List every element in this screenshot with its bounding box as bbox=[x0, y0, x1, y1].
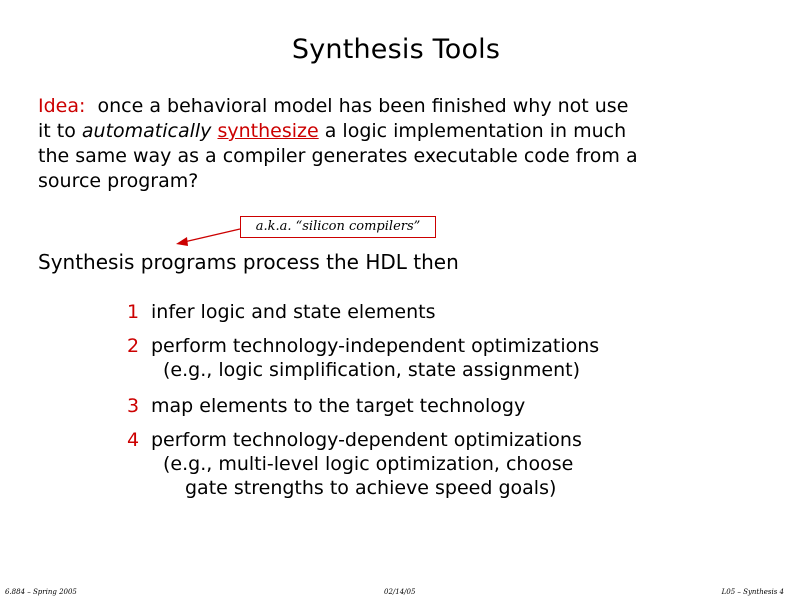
step-item-1 bbox=[127, 300, 435, 324]
footer-course: 6.884 – Spring 2005 bbox=[5, 588, 77, 596]
step-text: perform technology-dependent optimizations bbox=[151, 429, 582, 451]
step-number: 1 bbox=[127, 301, 140, 323]
step-continuation: gate strengths to achieve speed goals) bbox=[185, 477, 557, 499]
lead-sentence: Synthesis programs process the HDL then bbox=[38, 250, 459, 274]
idea-line-2-post: a logic implementation in much bbox=[324, 120, 627, 142]
idea-paragraph bbox=[38, 94, 738, 194]
idea-underlined-word: synthesize bbox=[217, 120, 319, 142]
aka-callout: a.k.a. “silicon compilers” bbox=[240, 216, 436, 238]
step-continuation: (e.g., logic simplification, state assignment) bbox=[163, 359, 580, 381]
slide-title: Synthesis Tools bbox=[291, 34, 501, 65]
step-text: perform technology-independent optimizations bbox=[151, 335, 600, 357]
idea-line-1-text: once a behavioral model has been finished why not use bbox=[97, 95, 629, 117]
idea-label: Idea: bbox=[38, 95, 86, 117]
step-number: 4 bbox=[127, 429, 140, 451]
footer-page: L05 – Synthesis 4 bbox=[721, 588, 784, 596]
step-number: 2 bbox=[127, 335, 140, 357]
step-item-3 bbox=[127, 394, 525, 418]
idea-line-2 bbox=[38, 119, 738, 144]
idea-italic-word: automatically bbox=[81, 120, 212, 142]
step-text: infer logic and state elements bbox=[151, 301, 436, 323]
step-number: 3 bbox=[127, 395, 140, 417]
idea-line-4: source program? bbox=[38, 170, 199, 192]
idea-line-2-pre: it to bbox=[38, 120, 76, 142]
idea-line-3: the same way as a compiler generates executable code from a bbox=[38, 145, 638, 167]
idea-line-1 bbox=[38, 94, 738, 119]
step-text: map elements to the target technology bbox=[151, 395, 526, 417]
step-continuation: (e.g., multi-level logic optimization, choose bbox=[163, 453, 574, 475]
footer-date: 02/14/05 bbox=[384, 588, 416, 596]
step-item-2 bbox=[127, 334, 599, 382]
step-item-4 bbox=[127, 428, 582, 500]
